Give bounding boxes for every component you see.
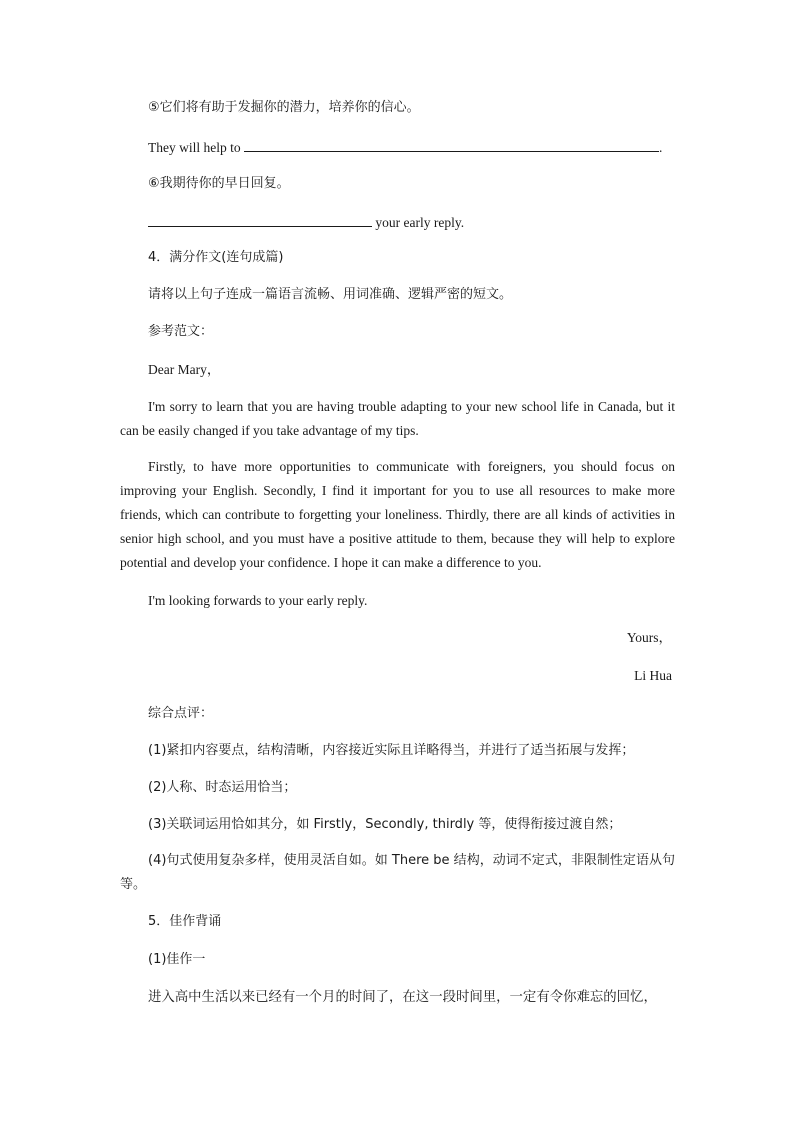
section4-instruction: 请将以上句子连成一篇语言流畅、用词准确、逻辑严密的短文。 bbox=[148, 287, 513, 302]
item5-prefix: They will help to bbox=[148, 140, 241, 155]
comment-3: (3)关联词运用恰如其分，如 Firstly，Secondly, thirdly 等，使得衔接过渡自然； bbox=[148, 817, 622, 832]
comment-4: (4)句式使用复杂多样，使用灵活自如。如 There be 结构，动词不定式，非限制性定语从句等。 bbox=[120, 853, 675, 892]
item6-blank[interactable] bbox=[148, 212, 372, 227]
item5-blank[interactable] bbox=[244, 137, 659, 152]
section4-heading: 4．满分作文(连句成篇) bbox=[148, 250, 284, 265]
item5-suffix: . bbox=[658, 140, 663, 155]
item5-english-line bbox=[148, 137, 662, 157]
comments-label: 综合点评： bbox=[148, 706, 214, 721]
comment-2: (2)人称、时态运用恰当； bbox=[148, 780, 297, 795]
item5-chinese: ⑤它们将有助于发掘你的潜力，培养你的信心。 bbox=[148, 100, 420, 115]
letter-paragraph-2: Firstly, to have more opportunities to communicate with foreigners, you should focus on improving your English. Secondly, I find it important for you to use all resources to make more friends, which can contribute to forgetting your loneliness. Thirdly, there are all kinds of activities in senior high school, and you must have a positive attitude to them, because they will help to explore potential and develop your confidence. I hope it can make a difference to you. bbox=[120, 459, 675, 570]
letter-closing: Yours， bbox=[626, 630, 672, 645]
letter-signature: Li Hua bbox=[634, 668, 672, 683]
item6-english-line bbox=[148, 212, 464, 232]
letter-salutation: Dear Mary， bbox=[148, 362, 221, 377]
sample-label: 参考范文： bbox=[148, 324, 214, 339]
comment-1: (1)紧扣内容要点，结构清晰，内容接近实际且详略得当，并进行了适当拓展与发挥； bbox=[148, 743, 635, 758]
item6-chinese: ⑥我期待你的早日回复。 bbox=[148, 176, 290, 191]
letter-paragraph-3: I'm looking forwards to your early reply. bbox=[148, 593, 368, 608]
item6-suffix: your early reply. bbox=[375, 215, 465, 230]
section5-heading: 5．佳作背诵 bbox=[148, 914, 222, 929]
section5-text: 进入高中生活以来已经有一个月的时间了，在这一段时间里，一定有令你难忘的回忆， bbox=[148, 990, 657, 1005]
letter-paragraph-1: I'm sorry to learn that you are having trouble adapting to your new school life in Canada, but it can be easily changed if you take advantage of my tips. bbox=[120, 399, 675, 438]
section5-sub1: (1)佳作一 bbox=[148, 952, 206, 967]
